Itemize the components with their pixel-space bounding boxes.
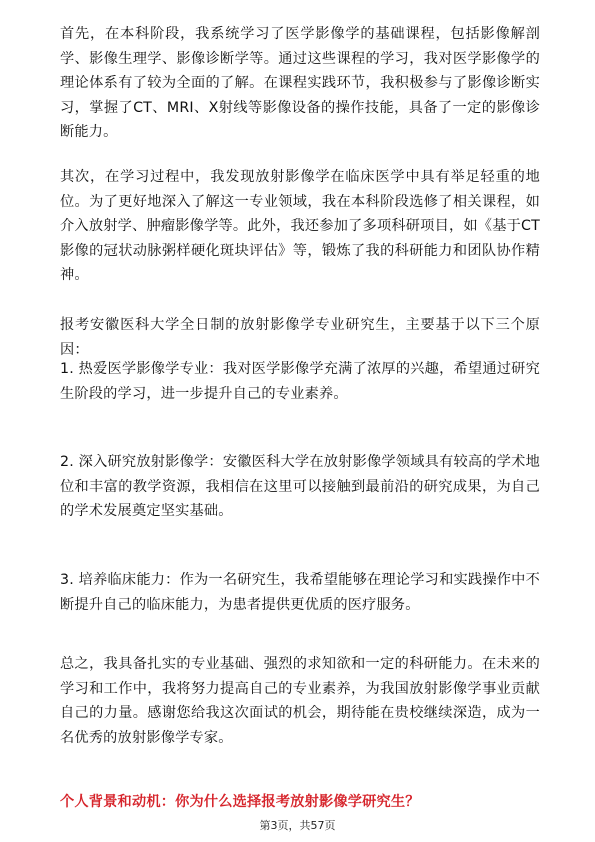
reason-item-1: 1. 热爱医学影像学专业：我对医学影像学充满了浓厚的兴趣，希望通过研究生阶段的学习，进一步提升自己的专业素养。 [60, 361, 540, 402]
paragraph-undergraduate-foundation: 首先，在本科阶段，我系统学习了医学影像学的基础课程，包括影像解剖学、影像生理学、影像诊断学等。通过这些课程的学习，我对医学影像学的理论体系有了较为全面的了解。在课程实践环节，我积极参与了影像诊断实习，掌握了CT、MRI、X射线等影像设备的操作技能，具备了一定的影像诊断能力。 [60, 26, 540, 141]
paragraph-learning-process: 其次，在学习过程中，我发现放射影像学在临床医学中具有举足轻重的地位。为了更好地深入了解这一专业领域，我在本科阶段选修了相关课程，如介入放射学、肿瘤影像学等。此外，我还参加了多项科研项目，如《基于CT影像的冠状动脉粥样硬化斑块评估》等，锻炼了我的科研能力和团队协作精神。 [60, 169, 540, 284]
interview-question-heading: 个人背景和动机：你为什么选择报考放射影像学研究生？ [60, 794, 420, 810]
reason-item-3: 3. 培养临床能力：作为一名研究生，我希望能够在理论学习和实践操作中不断提升自己的临床能力，为患者提供更优质的医疗服务。 [60, 572, 540, 613]
reason-item-2: 2. 深入研究放射影像学：安徽医科大学在放射影像学领域具有较高的学术地位和丰富的教学资源，我相信在这里可以接触到最前沿的研究成果，为自己的学术发展奠定坚实基础。 [60, 454, 540, 520]
paragraph-conclusion: 总之，我具备扎实的专业基础、强烈的求知欲和一定的科研能力。在未来的学习和工作中，我将努力提高自己的专业素养，为我国放射影像学事业贡献自己的力量。感谢您给我这次面试的机会，期待能在贵校继续深造，成为一名优秀的放射影像学专家。 [60, 656, 540, 746]
paragraph-reasons-intro: 报考安徽医科大学全日制的放射影像学专业研究生，主要基于以下三个原因： [60, 317, 540, 358]
page-number-footer: 第3页，共57页 [259, 819, 336, 832]
